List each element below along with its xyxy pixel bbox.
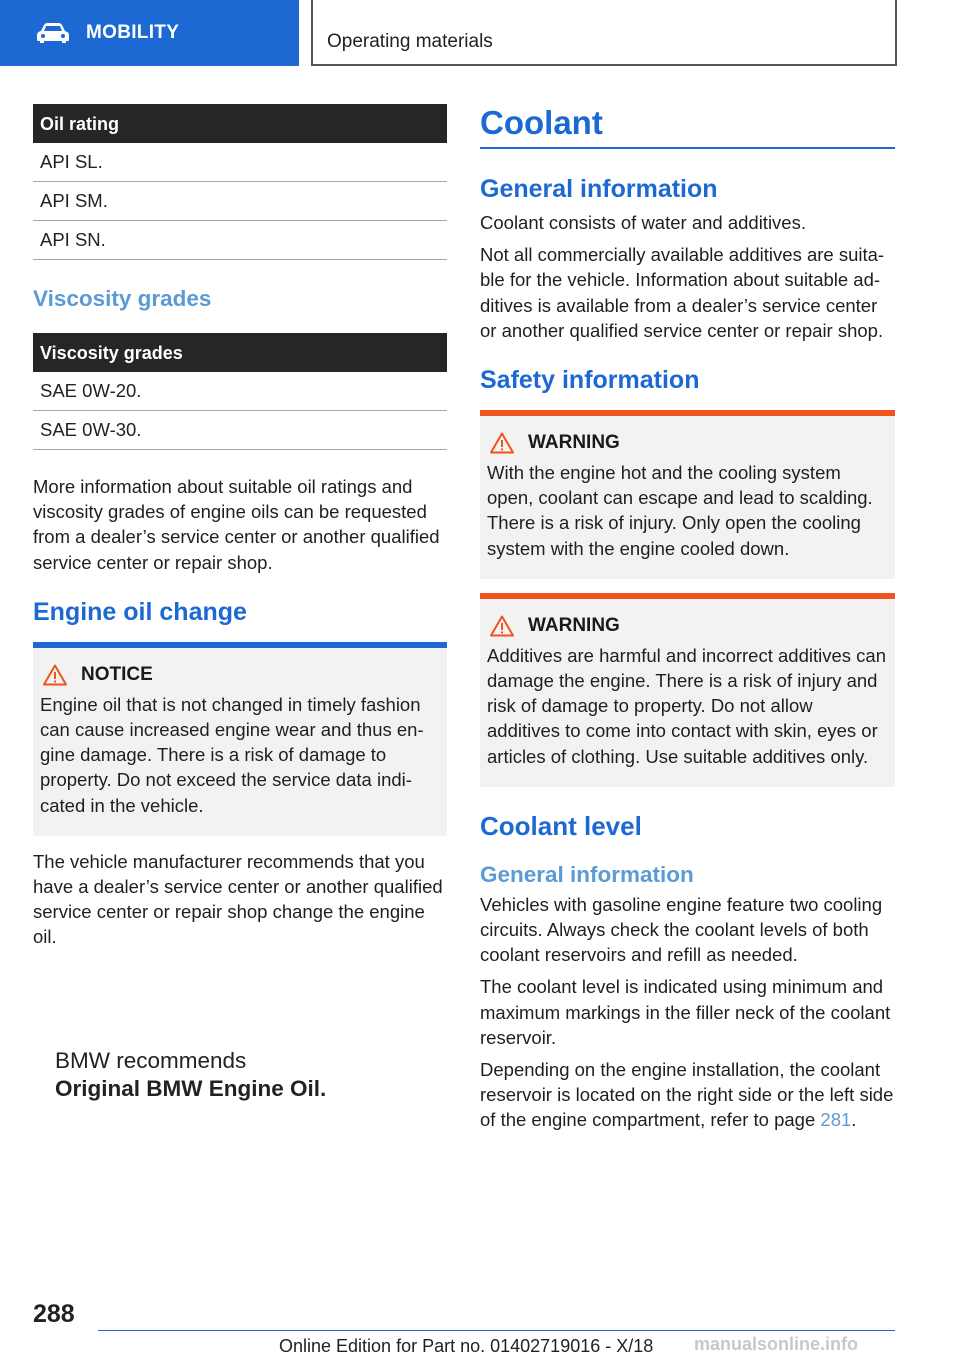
more-info-text: More information about suitable oil ratings and viscosity grades of engine oils can be requested from a dealer’s service center or another qualified service center or repair shop. (33, 476, 440, 573)
table-header: Viscosity grades (33, 333, 447, 372)
warning-title: WARNING (528, 432, 620, 454)
notice-title: NOTICE (81, 663, 153, 685)
notice-text: Engine oil that is not changed in timely fashion can cause increased engine wear and thus engine damage. There is a risk of damage to property. Do not exceed the service data indicated in the vehicle. (40, 693, 424, 816)
right-column (480, 104, 895, 1133)
page-reference-link[interactable]: 281 (820, 1109, 852, 1131)
section-label: MOBILITY (86, 22, 180, 43)
general-text-1: Coolant consists of water and additives. (480, 212, 806, 233)
footer-edition: Online Edition for Part no. 01402719016 - X/18 (279, 1336, 654, 1356)
oil-rating-table (33, 104, 447, 260)
chapter-header (311, 0, 897, 66)
safety-info-heading: Safety information (480, 366, 700, 395)
table-row: API SN. (33, 221, 447, 260)
level-text-2: The coolant level is indicated using minimum and maximum markings in the filler neck of the coolant reservoir. (480, 976, 891, 1048)
coolant-title: Coolant (480, 104, 895, 149)
general-info-heading: General information (480, 175, 718, 203)
table-row: API SM. (33, 182, 447, 221)
general-text-2: Not all commercially available additives are suitable for the vehicle. Information about suitable additives is available from a dealer’s service center or another qualified service center or repair shop. (480, 244, 885, 341)
table-row: SAE 0W-30. (33, 411, 447, 450)
chapter-title: Operating materials (327, 31, 493, 52)
level-text-1: Vehicles with gasoline engine feature two cooling circuits. Always check the coolant levels of both coolant reservoirs and refill as needed. (480, 893, 883, 966)
table-row: API SL. (33, 143, 447, 182)
warning-text: With the engine hot and the cooling system open, coolant can escape and lead to scalding. There is a risk of injury. Only open the cooling system with the engine cooled down. (487, 462, 873, 559)
warning-box-1 (480, 410, 895, 579)
viscosity-table (33, 333, 447, 450)
coolant-level-heading: Coolant level (480, 810, 642, 841)
car-icon (36, 22, 70, 44)
warning-title: WARNING (528, 614, 620, 636)
watermark: manualsonline.info (694, 1334, 859, 1354)
manufacturer-text: The vehicle manufacturer recommends that you have a dealer’s service center or another qualified service center or repair shop change the engine oil. (33, 850, 443, 948)
oil-change-heading: Engine oil change (33, 597, 247, 626)
bmw-recommends-logo (55, 1047, 326, 1103)
level-text-3: Depending on the engine installation, the coolant reservoir is located on the right side or the left side of the engine compartment, refer to page 281. (480, 1059, 894, 1131)
bmw-rec-line1: BMW recommends (55, 1048, 247, 1073)
page-number: 288 (33, 1300, 75, 1328)
table-header: Oil rating (33, 104, 447, 143)
warning-box-2 (480, 593, 895, 787)
section-tab (0, 0, 299, 66)
warning-triangle-icon (490, 615, 514, 637)
warning-text: Additives are harmful and incorrect additives can damage the engine. There is a risk of injury and risk of damage to property. Do not allow additives to come into contact with skin, eyes or articles of clothing. Use suitable additives only. (487, 644, 886, 767)
footer-divider (98, 1330, 895, 1331)
notice-box (33, 642, 447, 836)
viscosity-heading: Viscosity grades (33, 286, 212, 311)
warning-triangle-icon (490, 432, 514, 454)
bmw-rec-line2: Original BMW Engine Oil. (55, 1076, 327, 1101)
table-row: SAE 0W-20. (33, 372, 447, 411)
warning-triangle-icon (43, 664, 67, 686)
level-general-heading: General information (480, 861, 694, 887)
left-column (33, 104, 447, 950)
